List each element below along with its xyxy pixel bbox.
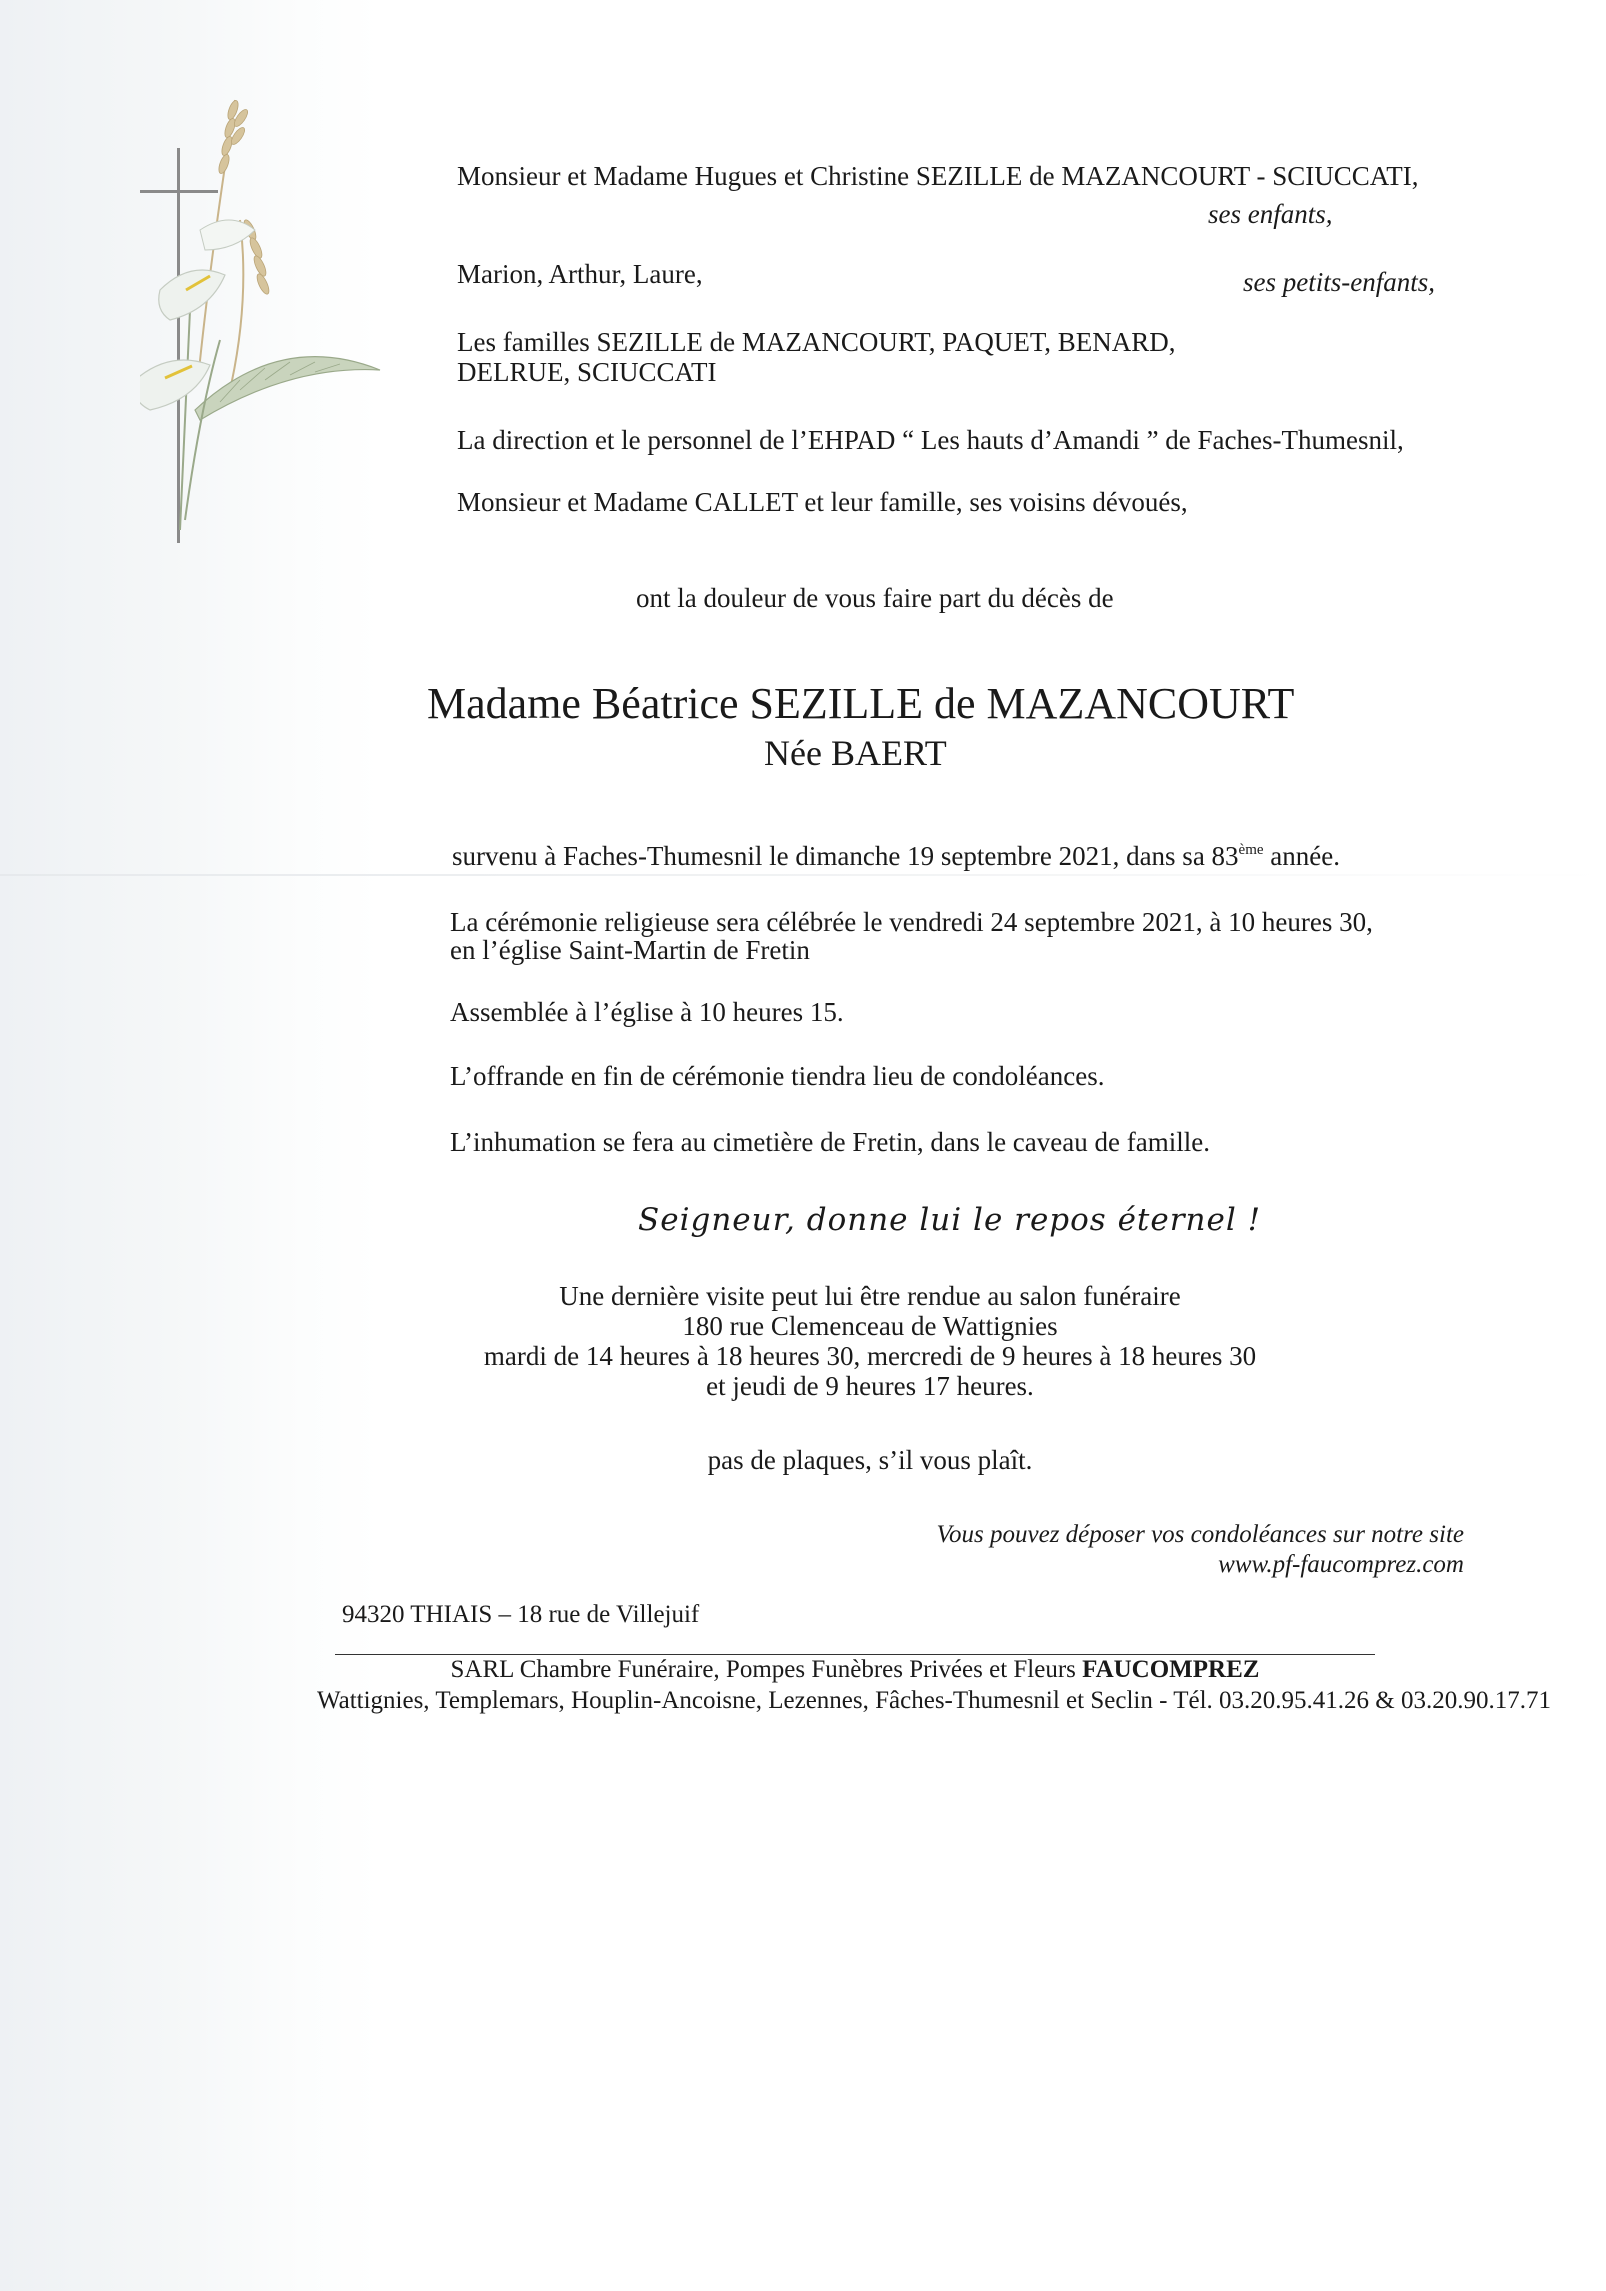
offering-line: L’offrande en fin de cérémonie tiendra lieu de condoléances.: [450, 1061, 1105, 1091]
families-line-2: DELRUE, SCIUCCATI: [457, 357, 717, 387]
visit-line-2: 180 rue Clemenceau de Wattignies: [682, 1311, 1058, 1341]
visit-line-4: et jeudi de 9 heures 17 heures.: [706, 1371, 1034, 1401]
neighbours-line: Monsieur et Madame CALLET et leur famille, ses voisins dévoués,: [457, 487, 1188, 517]
footer-company-name: FAUCOMPREZ: [1082, 1656, 1260, 1683]
ordinal-superscript: ème: [1238, 842, 1264, 858]
condolences-line-1: Vous pouvez déposer vos condoléances sur notre site: [936, 1521, 1464, 1548]
deceased-name: Madame Béatrice SEZILLE de MAZANCOURT: [427, 679, 1295, 728]
footer-line-1: [330, 1655, 1380, 1685]
no-plaques-line: pas de plaques, s’il vous plaît.: [707, 1445, 1033, 1475]
grandchildren-role: ses petits-enfants,: [1243, 267, 1435, 297]
cross-lily-wheat-icon: [140, 80, 400, 550]
address-line: 94320 THIAIS – 18 rue de Villejuif: [342, 1601, 700, 1628]
death-line-suffix: année.: [1263, 841, 1340, 871]
announcement-text: ont la douleur de vous faire part du décès de: [636, 583, 1114, 613]
paper-fold-line: [0, 874, 1606, 876]
condolences-website[interactable]: www.pf-faucomprez.com: [1218, 1551, 1464, 1578]
death-line-prefix: survenu à Faches-Thumesnil le dimanche 19 septembre 2021, dans sa 83: [452, 841, 1239, 871]
assembly-line: Assemblée à l’église à 10 heures 15.: [450, 997, 844, 1027]
visit-line-3: mardi de 14 heures à 18 heures 30, mercredi de 9 heures à 18 heures 30: [483, 1341, 1257, 1371]
grandchildren-names: Marion, Arthur, Laure,: [457, 259, 703, 289]
ceremony-line-1: La cérémonie religieuse sera célébrée le vendredi 24 septembre 2021, à 10 heures 30,: [450, 907, 1373, 937]
ceremony-line-2: en l’église Saint-Martin de Fretin: [450, 935, 810, 965]
ehpad-line: La direction et le personnel de l’EHPAD “ Les hauts d’Amandi ” de Faches-Thumesnil,: [457, 425, 1404, 455]
death-line: [452, 840, 1340, 872]
children-role: ses enfants,: [1208, 199, 1333, 229]
footer-line-2: Wattignies, Templemars, Houplin-Ancoisne, Lezennes, Fâches-Thumesnil et Seclin - Tél. 03.20.95.41.26 & 03.20.90.17.71: [317, 1687, 1551, 1714]
burial-line: L’inhumation se fera au cimetière de Fretin, dans le caveau de famille.: [450, 1127, 1210, 1157]
families-line-1: Les familles SEZILLE de MAZANCOURT, PAQUET, BENARD,: [457, 327, 1176, 357]
footer-company-desc: SARL Chambre Funéraire, Pompes Funèbres Privées et Fleurs: [450, 1656, 1083, 1683]
visit-line-1: Une dernière visite peut lui être rendue au salon funéraire: [559, 1281, 1181, 1311]
children-line: Monsieur et Madame Hugues et Christine SEZILLE de MAZANCOURT - SCIUCCATI,: [457, 161, 1419, 191]
prayer-text: Seigneur, donne lui le repos éternel !: [638, 1202, 1262, 1238]
maiden-name: Née BAERT: [764, 733, 947, 773]
